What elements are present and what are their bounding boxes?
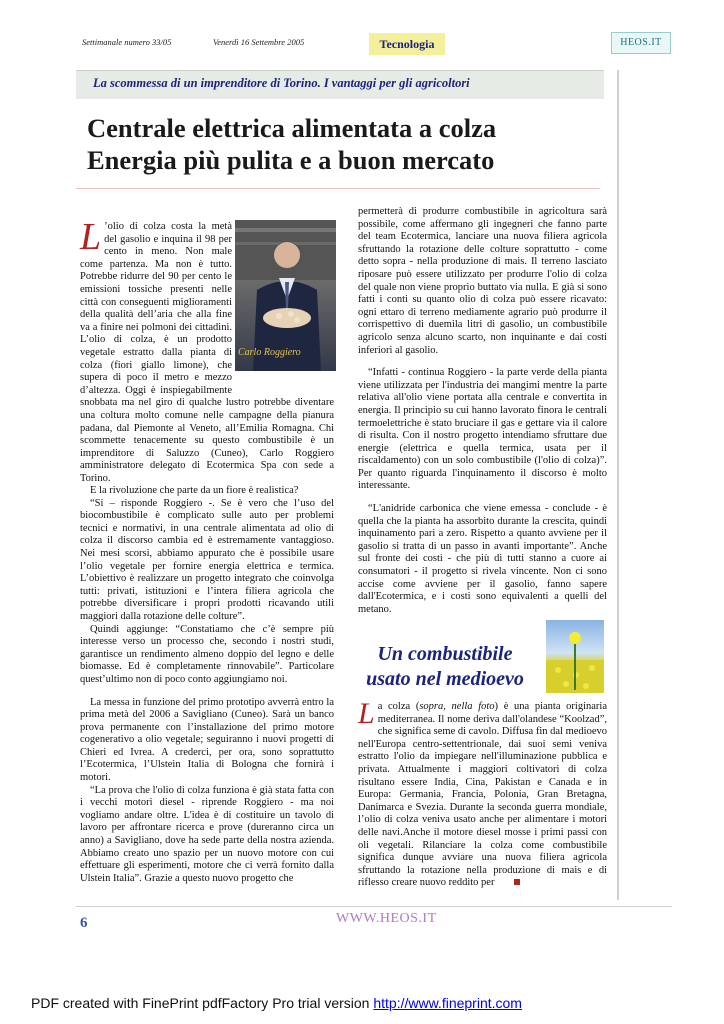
paragraph: E la rivoluzione che parte da un fiore è realistica? xyxy=(90,485,299,496)
box-heading-line-1: Un combustibile xyxy=(377,643,513,665)
paragraph: La messa in funzione del primo prototipo avverrà entro la prima metà del 2006 a Savigliano (Cuneo). Sarà un banco prova permanente con l’installazione del primo motore cogenerativo a olio vegetale; seguiranno i nuovi progetti di Chieri ed Ivrea. A crederci, per ora, sono soprattutto l’Ecotermica, l’Ulstein Italia di Bologna che fornirà i motori. xyxy=(80,696,334,784)
page-number: 6 xyxy=(80,915,88,931)
paragraph: ’olio di colza costa la metà del gasolio e inquina il 98 per cento in meno. Non male come partenza. Ma non è tutto. Potrebbe ridurre del 90 per cento le emissioni tossiche presenti nelle città con conseguenti miglioramenti della qualità dell’aria che alla fine va a finire nei polmoni dei cittadini. L’olio di colza, è un prodotto vegetale estratto dalla pianta di colza (fiori giallo limone), che supera di poco il metro e mezzo d’altezza. Oggi è inspiegabilmente snobbata ma nel giro di qualche lustro potrebbe diventare una coltura molto comune nelle campagne della pianura padana, dal Piemonte al Veneto, all’Emilia Romagna. Chi scommette tenacemente su questo combustibile è un imprenditore di Saluzzo (Cuneo), Carlo Roggiero amministratore delegato di Ecotermica Spa con sede a Torino. xyxy=(80,221,334,484)
photo-caption: Carlo Roggiero xyxy=(238,347,301,358)
paragraph: Quindi aggiunge: “Constatiamo che c’è sempre più interesse verso un processo che, secondo i nostri studi, garantisce un rendimento almeno doppio del legno e delle biomasse. Ed è completamente rinnovabile”. Particolare quest’ultimo non di poco conto aggiungiamo noi. xyxy=(80,623,334,685)
paragraph: “La prova che l'olio di colza funziona è già stata fatta con i vecchi motori diesel - riprende Roggiero - ma noi vogliamo andare oltre. L'idea è di costituire un tavolo di lavoro per affrontare ricerca e prove (dureranno circa un anno) a Savigliano, dove ha sede parte della nostra azienda. Abbiamo creato uno spazio per un nuovo motore con cui effettuare gli esperimenti, motore che ci verrà fornito dalla Ulstein Italia”. Grazie a questo nuovo progetto che xyxy=(80,784,334,884)
paragraph: “Si – risponde Roggiero -. Se è vero che l’uso del biocombustibile è complicato sulle auto per problemi tecnici e normativi, in una centrale alimentata ad olio di colza il discorso cambia ed è estremamente vantaggioso. Nei mesi scorsi, abbiamo appurato che è possibile usare l’olio vegetale per fornire energia elettrica e termica. L’obiettivo è realizzare un progetto integrato che coinvolga tutti: privati, istituzioni e l’intera filiera agricola che potrebbe diversificare i propri prodotti ricavando utili maggiori dalla rotazione delle colture”. xyxy=(80,497,334,622)
rapeseed-photo xyxy=(546,620,604,693)
left-column-top xyxy=(80,216,334,485)
headline xyxy=(87,112,607,176)
headline-line-2: Energia più pulita e a buon mercato xyxy=(87,145,495,175)
section-label: Tecnologia xyxy=(369,33,445,55)
box-heading-line-2: usato nel medioevo xyxy=(366,668,524,690)
title-rule xyxy=(76,188,600,189)
footer-rule xyxy=(76,906,672,907)
right-column xyxy=(358,206,607,616)
issue-number: Settimanale numero 33/05 xyxy=(82,37,172,47)
heos-logo: HEOS.IT xyxy=(611,32,671,54)
issue-date: Venerdì 16 Settembre 2005 xyxy=(213,37,305,47)
box-paragraph xyxy=(358,697,607,890)
headline-line-1: Centrale elettrica alimentata a colza xyxy=(87,113,497,143)
trial-link[interactable]: http://www.fineprint.com xyxy=(373,995,522,1011)
rapeseed-illustration xyxy=(546,620,604,693)
paragraph: “Infatti - continua Roggiero - la parte verde della pianta viene utilizzata per l'industria dei mangimi mentre la parte relativa all'olio viene portata alla centrale e convertita in energia. Il principio su cui hanno lavorato finora le centrali termoelettriche è stato bruciare il gas e gettare via il calore di risulta. Con il nostro progetto intendiamo sfruttare due energie (elettrica e quella termica, usata per il riscaldamento) con un solo combustibile (l'olio di colza)”. Per quanto riguarda l'inquinamento il discorso è molto interessante. xyxy=(358,367,607,492)
box-heading xyxy=(350,642,540,692)
end-mark xyxy=(514,879,520,885)
box-drop-cap: L xyxy=(358,697,375,730)
subtitle-bar xyxy=(76,70,604,99)
box-text-b: ) è una pianta originaria mediterranea. Il nome deriva dall'olandese “Koolzad”, che significa seme di cavolo. Diffusa fin dal medioevo nell'Europa centro-settentrionale, dai suoi semi veniva estratto l'olio da impiegare nell'illuminazione pubblica e privata. Attualmente i maggiori coltivatori di colza risultano essere India, Cina, Pakistan e Canada e in Europa: Germania, Francia, Polonia, Gran Bretagna, Danimarca e Svezia. Durante la seconda guerra mondiale, l’olio di colza veniva usato anche per alimentare i motori delle navi.Anche il motore diesel mosse i primi passi con oli vegetali. Rilanciare la colza come combustibile significa dunque avviare una nuova filiera agricola sfruttando la rotazione nella produzione di mais e di riflesso creare nuovo reddito per xyxy=(358,701,607,889)
box-text-a: a colza ( xyxy=(377,701,420,712)
trial-text: PDF created with FinePrint pdfFactory Pro trial version xyxy=(31,995,374,1011)
box-text-italic: sopra, nella foto xyxy=(419,701,495,712)
box-text xyxy=(358,697,607,890)
subtitle: La scommessa di un imprenditore di Torino. I vantaggi per gli agricoltori xyxy=(93,76,470,90)
column-divider xyxy=(617,70,619,900)
paragraph: permetterà di produrre combustibile in agricoltura sarà possibile, come affermano gli ingegneri che fanno parte del team Ecotermica, lanciare una nuova filiera agricola sfruttando la rotazione delle colture soprattutto - come detto sopra - nella produzione di mais. Il terreno lasciato riposare può essere utilizzato per produrre l'olio di colza del quale non viene proprio buttato via nulla. E già si sono fatti i conti su quanto olio di colza può essere ricavato: ogni ettaro di terreno mediamente agrario può produrre il corrispettivo di duemila litri di gasolio, un combustibile agricolo senza alcuno scarto, non inquinante e dai costi inferiori al gasolio. xyxy=(358,206,607,356)
trial-notice xyxy=(31,995,711,1011)
paragraph: “L'anidride carbonica che viene emessa - conclude - è quella che la pianta ha assorbito durante la crescita, quindi inquinamento pari a zero. Rispetto a quanto avviene per il gasolio si tratta di un passo in avanti importante”. Anche sul fronte dei costi - che più di tutti stanno a cuore ai consumatori - il progetto si rivela vincente. Non ci sono accise come avviene per il gasolio, fanno sapere dall'Ecotermica, e i costi sono equivalenti a quelli del metano. xyxy=(358,503,607,615)
drop-cap: L xyxy=(80,216,102,258)
left-column-bottom xyxy=(80,485,334,885)
footer-url[interactable]: WWW.HEOS.IT xyxy=(336,911,437,926)
